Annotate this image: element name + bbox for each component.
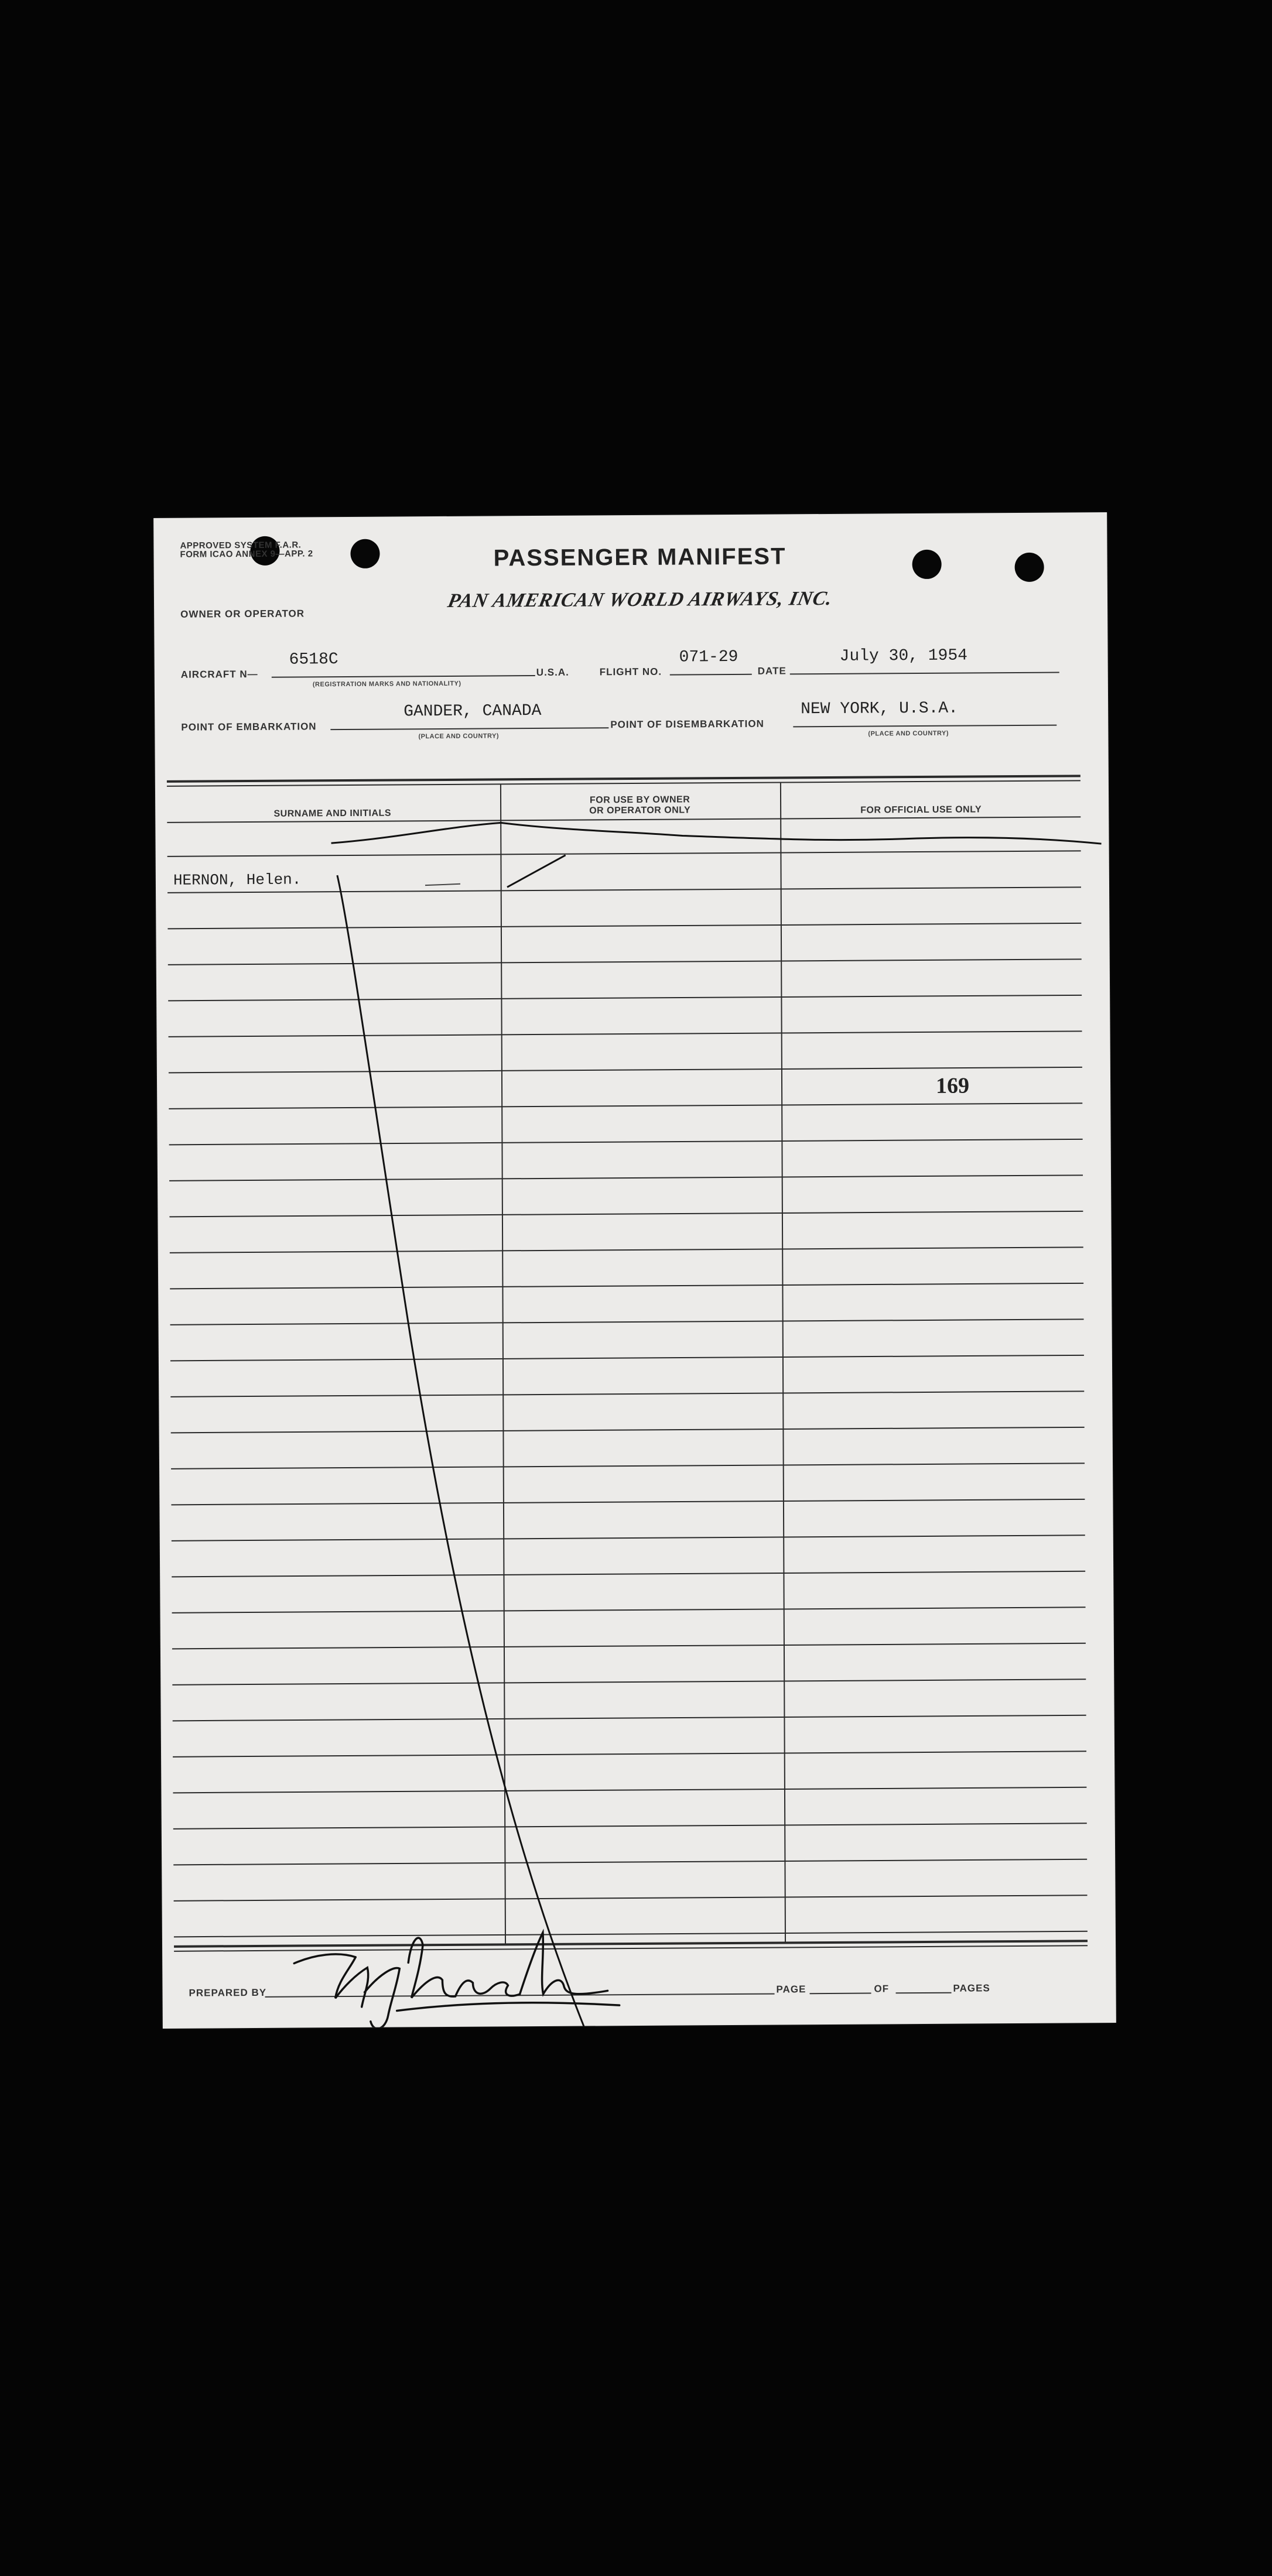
tick-stroke <box>507 855 566 888</box>
place-note-disembark: (PLACE AND COUNTRY) <box>868 729 949 738</box>
registration-note: (REGISTRATION MARKS AND NATIONALITY) <box>312 680 461 688</box>
of-label: OF <box>874 1983 890 1995</box>
aircraft-label: AIRCRAFT N— <box>180 668 258 680</box>
approval-text: APPROVED SYSTEM F.A.R. FORM ICAO ANNEX 9—APP. 2 <box>180 540 313 560</box>
disembarkation-value: NEW YORK, U.S.A. <box>801 699 959 719</box>
pages-label: PAGES <box>953 1982 990 1994</box>
passenger-entry: HERNON, Helen. <box>173 871 302 889</box>
usa-label: U.S.A. <box>536 666 569 679</box>
diagonal-stroke <box>337 874 584 2029</box>
disembarkation-label: POINT OF DISEMBARKATION <box>610 718 764 731</box>
surname-header: SURNAME AND INITIALS <box>273 808 392 819</box>
manifest-page <box>153 512 1116 2029</box>
page-label: PAGE <box>776 1984 806 1995</box>
place-note-embark: (PLACE AND COUNTRY) <box>418 732 500 741</box>
form-title: PASSENGER MANIFEST <box>493 543 787 571</box>
date-label: DATE <box>757 665 787 677</box>
owner-label: OWNER OR OPERATOR <box>180 608 305 620</box>
official-stamp-number: 169 <box>935 1073 970 1098</box>
cancellation-stroke <box>331 819 1101 848</box>
prepared-by-label: PREPARED BY <box>189 1986 267 1999</box>
embarkation-label: POINT OF EMBARKATION <box>181 721 317 733</box>
flight-value: 071-29 <box>679 648 738 667</box>
dash-mark <box>425 884 460 885</box>
owner-use-header-line1: FOR USE BY OWNER <box>589 794 690 806</box>
company-name: PAN AMERICAN WORLD AIRWAYS, INC. <box>446 587 835 612</box>
date-value: July 30, 1954 <box>839 646 968 666</box>
handwriting-overlay <box>153 512 1116 2029</box>
aircraft-value: 6518C <box>289 650 338 669</box>
flight-label: FLIGHT NO. <box>599 666 662 678</box>
embarkation-value: GANDER, CANADA <box>404 701 542 721</box>
official-use-header: FOR OFFICIAL USE ONLY <box>860 804 982 816</box>
owner-use-header-line2: OR OPERATOR ONLY <box>589 805 691 816</box>
signature <box>294 1932 620 2029</box>
